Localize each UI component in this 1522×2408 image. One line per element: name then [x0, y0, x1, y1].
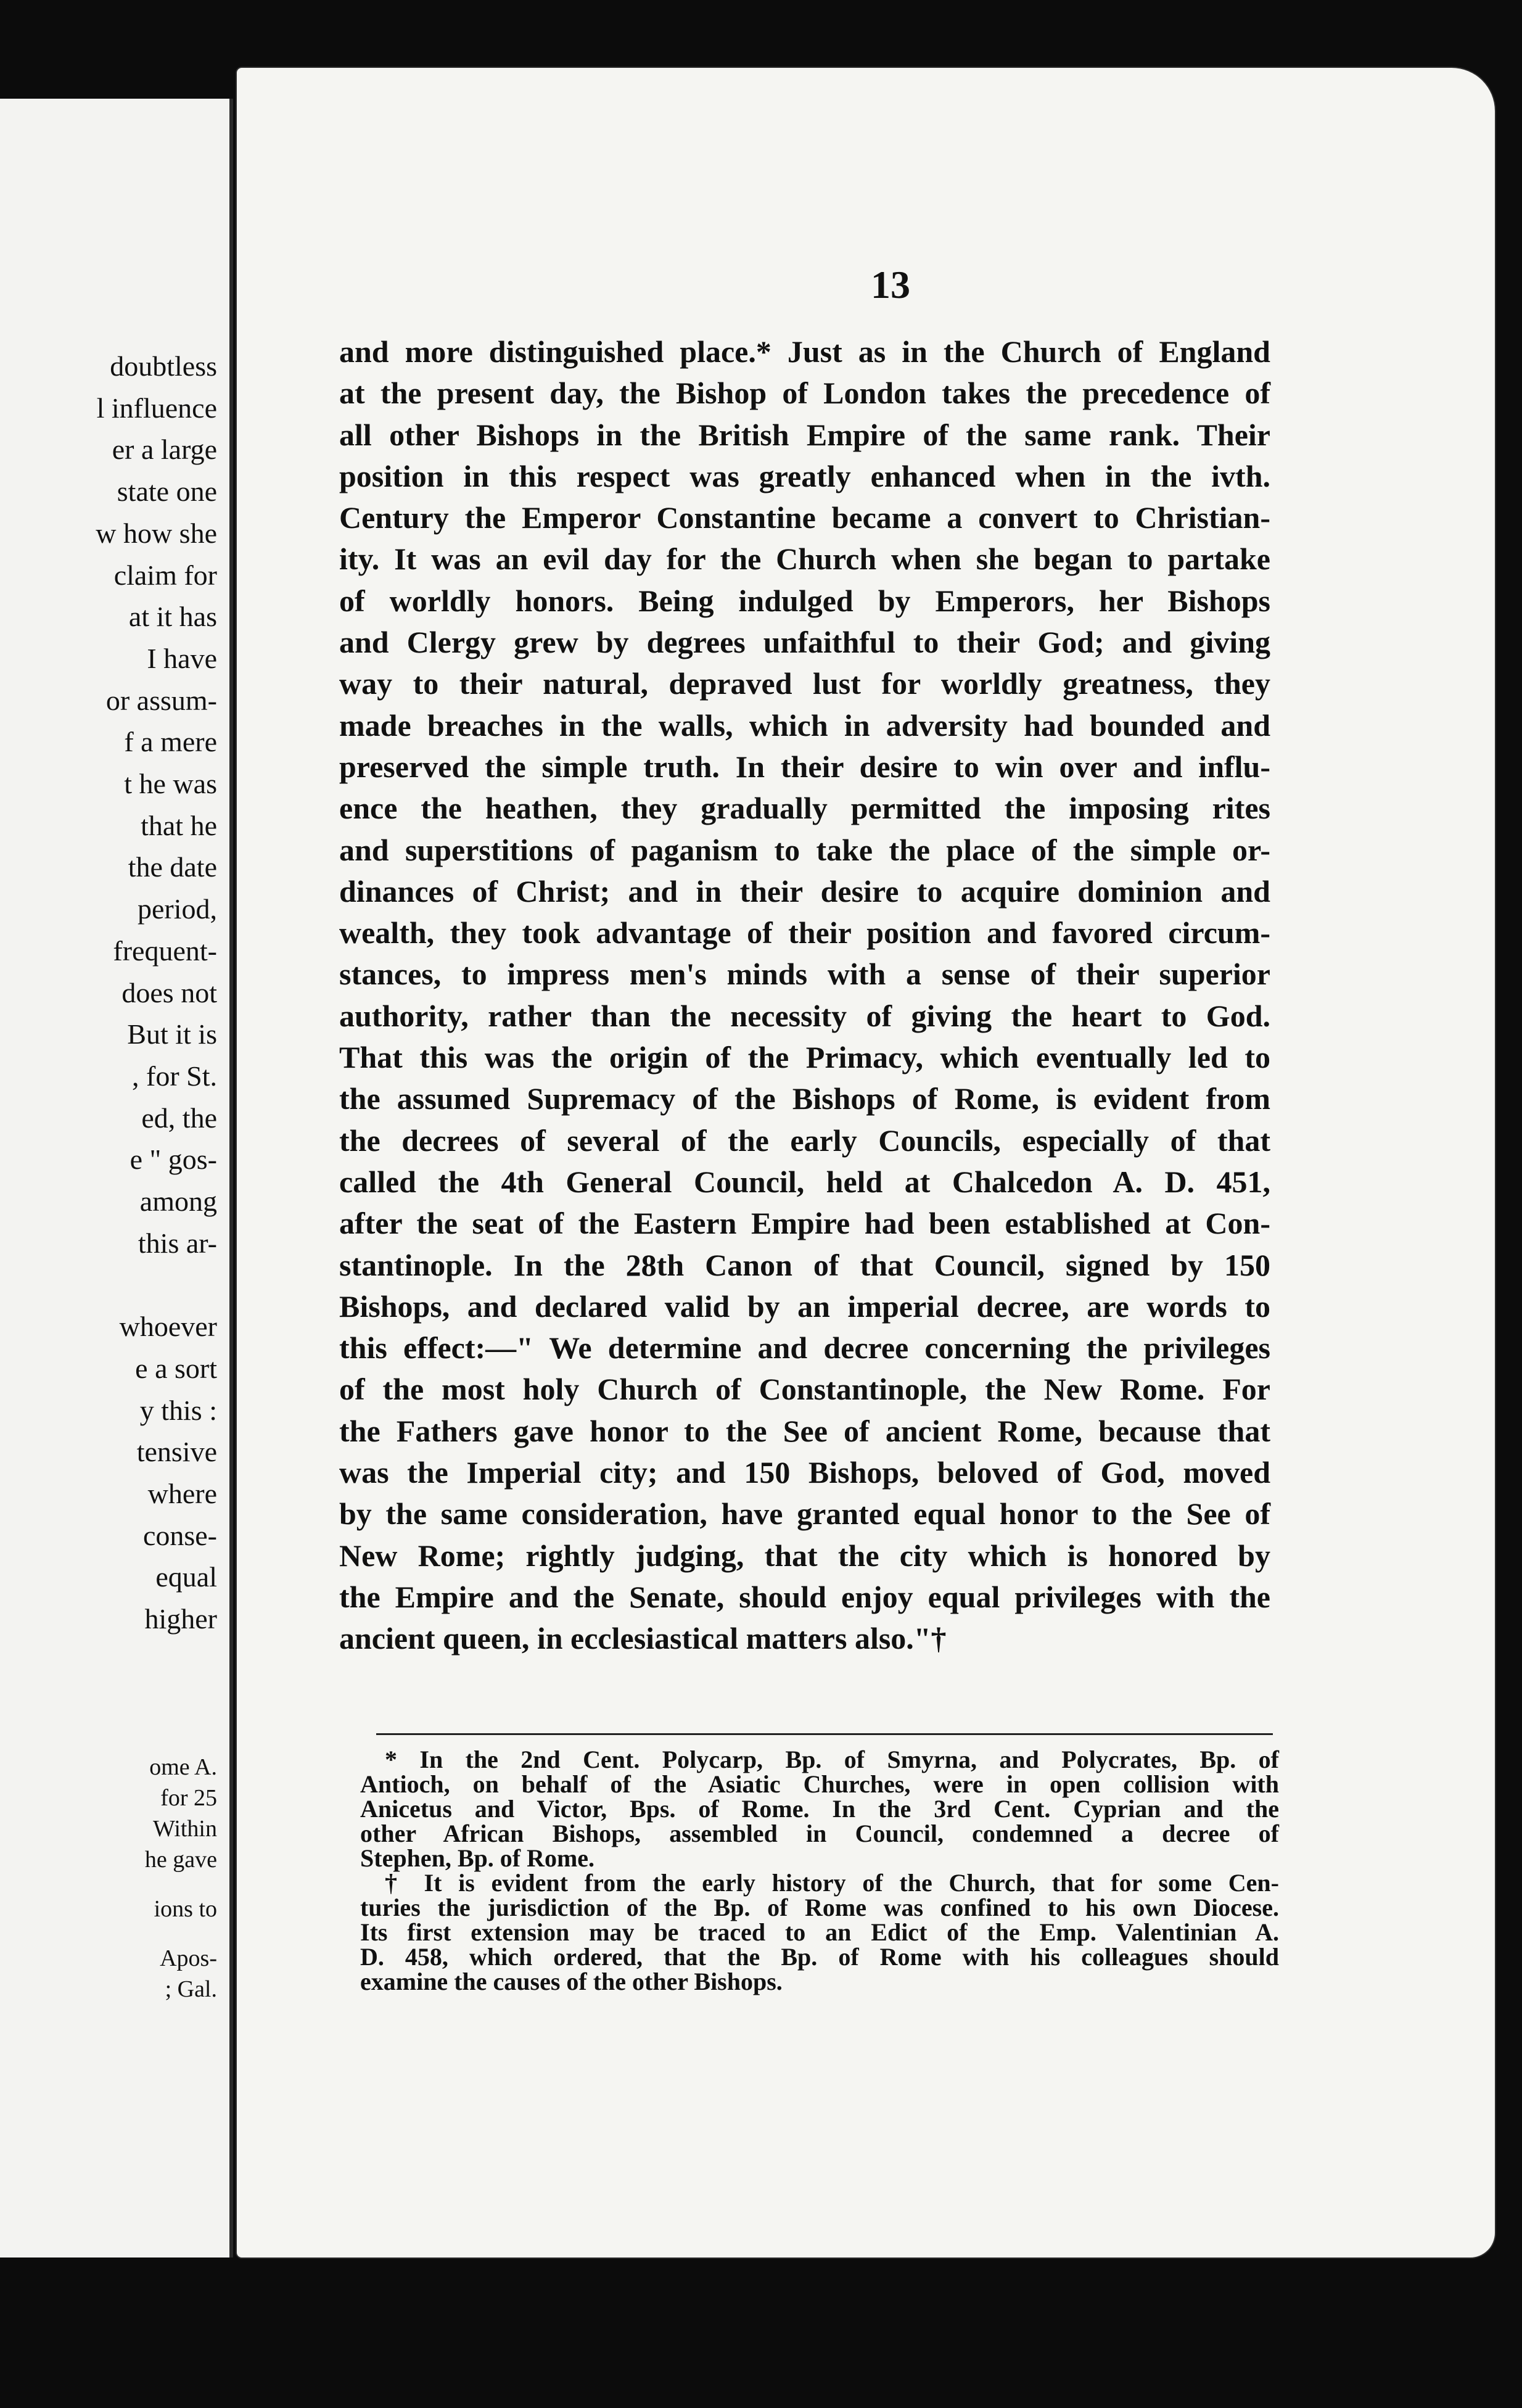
text-line: and more distinguished place.* Just as in the Church of England — [339, 334, 1270, 369]
previous-page-note-line: Apos- — [160, 1945, 217, 1971]
text-line: ity. It was an evil day for the Church when she began to partake — [339, 542, 1270, 577]
previous-page-footnotes — [7, 1752, 217, 2005]
previous-page-line: frequent- — [113, 934, 217, 967]
previous-page-line: this ar- — [138, 1227, 217, 1259]
footnotes — [360, 1744, 1279, 1995]
footnote-line: examine the causes of the other Bishops. — [360, 1968, 783, 1995]
previous-page-line: equal — [155, 1561, 217, 1593]
body-text — [339, 331, 1270, 1660]
text-line: and Clergy grew by degrees unfaithful to their God; and giving — [339, 625, 1270, 660]
text-line: and superstitions of paganism to take the place of the simple or- — [339, 832, 1270, 867]
text-line: the Empire and the Senate, should enjoy equal privileges with the — [339, 1579, 1270, 1614]
text-line: authority, rather than the necessity of giving the heart to God. — [339, 998, 1270, 1033]
text-line: Bishops, and declared valid by an imperial decree, are words to — [339, 1289, 1270, 1324]
previous-page-line: the date — [128, 851, 217, 883]
previous-page-line — [7, 1264, 217, 1306]
text-line: position in this respect was greatly enhanced when in the ivth. — [339, 458, 1270, 493]
previous-page-note-line — [7, 1924, 217, 1943]
footnote-line: * In the 2nd Cent. Polycarp, Bp. of Smyrna, and Polycrates, Bp. of — [385, 1746, 1279, 1773]
previous-page-line: l influence — [96, 392, 217, 424]
previous-page-line: tensive — [136, 1436, 217, 1468]
previous-page-line: er a large — [112, 434, 217, 466]
previous-page-line: at it has — [128, 601, 217, 633]
text-line: preserved the simple truth. In their desire to win over and influ- — [339, 749, 1270, 784]
footnote-line: turies the jurisdiction of the Bp. of Rome was confined to his own Diocese. — [360, 1894, 1279, 1921]
previous-page-line: does not — [121, 976, 217, 1008]
previous-page-line: doubtless — [110, 350, 217, 382]
text-line: the decrees of several of the early Councils, especially of that — [339, 1123, 1270, 1158]
previous-page-line: e a sort — [135, 1352, 217, 1384]
footnote-line: Antioch, on behalf of the Asiatic Churches, were in open collision with — [360, 1770, 1279, 1798]
text-line: was the Imperial city; and 150 Bishops, beloved of God, moved — [339, 1455, 1270, 1490]
footnote-line: Its first extension may be traced to an Edict of the Emp. Valentinian A. — [360, 1918, 1279, 1946]
text-line: way to their natural, depraved lust for worldly greatness, they — [339, 666, 1270, 701]
previous-page-line: period, — [137, 893, 217, 925]
previous-page-note-line: ome A. — [149, 1754, 217, 1780]
previous-page-line: that he — [141, 809, 217, 841]
previous-page-line: conse- — [142, 1519, 217, 1551]
previous-page-line: among — [139, 1185, 217, 1218]
footnote-line: Anicetus and Victor, Bps. of Rome. In the 3rd Cent. Cyprian and the — [360, 1795, 1279, 1823]
page-number: 13 — [871, 263, 910, 307]
previous-page-note-line: Within — [152, 1816, 217, 1842]
text-line: New Rome; rightly judging, that the city which is honored by — [339, 1538, 1270, 1573]
text-line: all other Bishops in the British Empire of the same rank. Their — [339, 417, 1270, 452]
text-line: stantinople. In the 28th Canon of that Council, signed by 150 — [339, 1247, 1270, 1282]
footnote-line: Stephen, Bp. of Rome. — [360, 1844, 595, 1872]
text-line: this effect:—" We determine and decree concerning the privileges — [339, 1330, 1270, 1366]
previous-page-line: claim for — [113, 559, 217, 591]
book-page — [237, 68, 1495, 2258]
text-line: wealth, they took advantage of their position and favored circum- — [339, 915, 1270, 950]
text-line: ence the heathen, they gradually permitted the imposing rites — [339, 791, 1270, 826]
previous-page-line: state one — [117, 476, 217, 508]
previous-page-line: higher — [144, 1603, 217, 1635]
text-line: after the seat of the Eastern Empire had been established at Con- — [339, 1206, 1270, 1241]
text-line: at the present day, the Bishop of London takes the precedence of — [339, 376, 1270, 411]
previous-page-line: But it is — [127, 1018, 217, 1050]
text-line: made breaches in the walls, which in adversity had bounded and — [339, 707, 1270, 743]
text-line: of worldly honors. Being indulged by Emperors, her Bishops — [339, 583, 1270, 618]
previous-page-note-line: for 25 — [160, 1785, 217, 1811]
previous-page-line: f a mere — [124, 726, 217, 758]
footnote-line: † It is evident from the early history of the Church, that for some Cen- — [385, 1869, 1279, 1897]
previous-page-line: ed, the — [141, 1102, 217, 1134]
previous-page-line: w how she — [96, 517, 217, 549]
previous-page-sliver — [0, 99, 233, 2258]
previous-page-line: or assum- — [105, 684, 217, 716]
previous-page-line: y this : — [139, 1394, 217, 1426]
footnote-line: other African Bishops, assembled in Council, condemned a decree of — [360, 1820, 1279, 1847]
previous-page-line: whoever — [119, 1311, 217, 1343]
text-line: by the same consideration, have granted equal honor to the See of — [339, 1496, 1270, 1532]
text-line: ancient queen, in ecclesiastical matters also."† — [339, 1621, 947, 1656]
previous-page-line: where — [147, 1477, 217, 1509]
previous-page-note-line: ; Gal. — [165, 1976, 217, 2002]
previous-page-line: t he was — [124, 768, 217, 800]
previous-page-text — [7, 345, 217, 1640]
text-line: called the 4th General Council, held at Chalcedon A. D. 451, — [339, 1164, 1270, 1199]
text-line: of the most holy Church of Constantinople, the New Rome. For — [339, 1372, 1270, 1407]
previous-page-note-line: he gave — [144, 1847, 217, 1873]
text-line: stances, to impress men's minds with a sense of their superior — [339, 957, 1270, 992]
text-line: Century the Emperor Constantine became a convert to Christian- — [339, 500, 1270, 535]
previous-page-line: , for St. — [132, 1060, 217, 1092]
previous-page-line: e " gos- — [130, 1144, 217, 1176]
previous-page-note-line: ions to — [154, 1896, 217, 1922]
text-line: That this was the origin of the Primacy, which eventually led to — [339, 1040, 1270, 1075]
previous-page-note-line — [7, 1875, 217, 1894]
previous-page-line: I have — [147, 642, 217, 674]
footnote-line: D. 458, which ordered, that the Bp. of Rome with his colleagues should — [360, 1943, 1279, 1971]
text-line: dinances of Christ; and in their desire to acquire dominion and — [339, 873, 1270, 909]
footnote-rule — [376, 1733, 1273, 1735]
text-line: the Fathers gave honor to the See of ancient Rome, because that — [339, 1413, 1270, 1448]
text-line: the assumed Supremacy of the Bishops of Rome, is evident from — [339, 1081, 1270, 1116]
